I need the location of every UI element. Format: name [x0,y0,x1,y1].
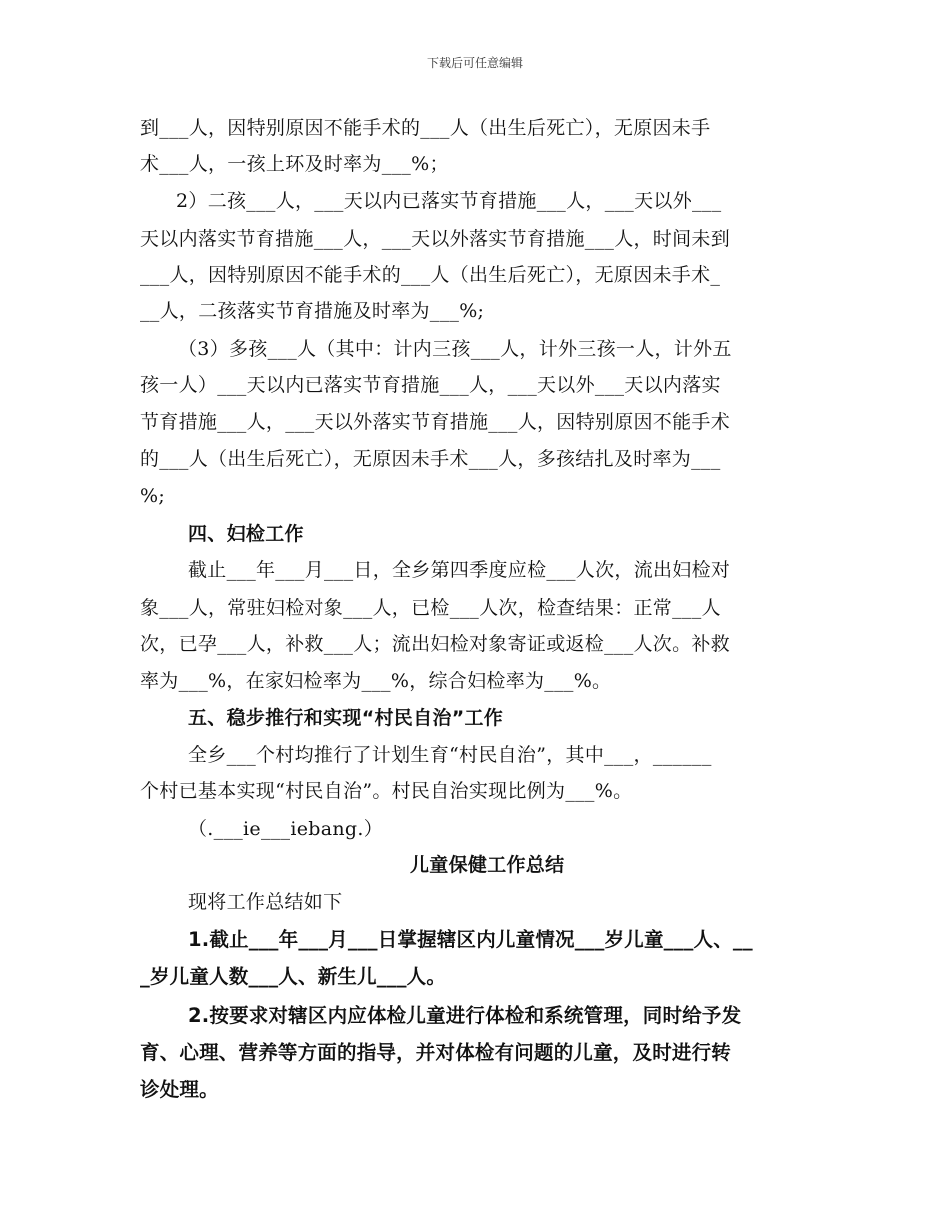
text-line: 术___人，一孩上环及时率为___%； [140,153,449,175]
text-line: ___人，因特别原因不能手术的___人（出生后死亡），无原因未手术_ [140,264,721,286]
text-line: 次，已孕___人，补救___人；流出妇检对象寄证或返检___人次。补救 [140,633,731,655]
text-line: 2.按要求对辖区内应体检儿童进行体检和系统管理，同时给予发 [188,1004,742,1027]
text-line: 育、心理、营养等方面的指导，并对体检有问题的儿童，及时进行转 [140,1041,732,1064]
page-header: 下载后可任意编辑 [426,56,523,70]
text-line: 截止___年___月___日，全乡第四季度应检___人次，流出妇检对 [188,559,731,581]
text-line: 的___人（出生后死亡），无原因未手术___人，多孩结扎及时率为___ [140,448,721,470]
text-line: 天以内落实节育措施___人，___天以外落实节育措施___人，时间未到 [140,228,731,250]
section-heading-gynecology: 四、妇检工作 [188,523,304,545]
text-line: 到___人，因特别原因不能手术的___人（出生后死亡），无原因未手 [140,117,711,139]
text-line: 1.截止___年___月___日掌握辖区内儿童情况___岁儿童___人、__ [188,928,753,951]
text-line: 全乡___个村均推行了计划生育“村民自治”，其中___，______ [188,744,712,766]
section-heading-village-autonomy: 五、稳步推行和实现“村民自治”工作 [188,707,504,729]
text-line: 2）二孩___人，___天以内已落实节育措施___人，___天以外___ [176,190,722,212]
text-line: 率为___%，在家妇检率为___%，综合妇检率为___%。 [140,670,612,692]
text-line: 个村已基本实现“村民自治”。村民自治实现比例为___%。 [140,780,633,802]
text-line: %; [140,485,166,507]
source-note: （.___ie___iebang.） [188,818,384,840]
text-line: _岁儿童人数___人、新生儿___人。 [140,965,447,988]
document-title: 儿童保健工作总结 [410,854,565,876]
text-line: 节育措施___人，___天以外落实节育措施___人，因特别原因不能手术 [140,411,731,433]
text-line: （3）多孩___人（其中：计内三孩___人，计外三孩一人，计外五 [178,338,732,360]
text-line: 现将工作总结如下 [188,891,343,913]
text-line: 象___人，常驻妇检对象___人，已检___人次，检查结果：正常___人 [140,597,721,619]
text-line: 孩一人）___天以内已落实节育措施___人，___天以外___天以内落实 [140,374,721,396]
text-line: __人，二孩落实节育措施及时率为___%; [140,300,485,322]
text-line: 诊处理。 [140,1078,219,1101]
